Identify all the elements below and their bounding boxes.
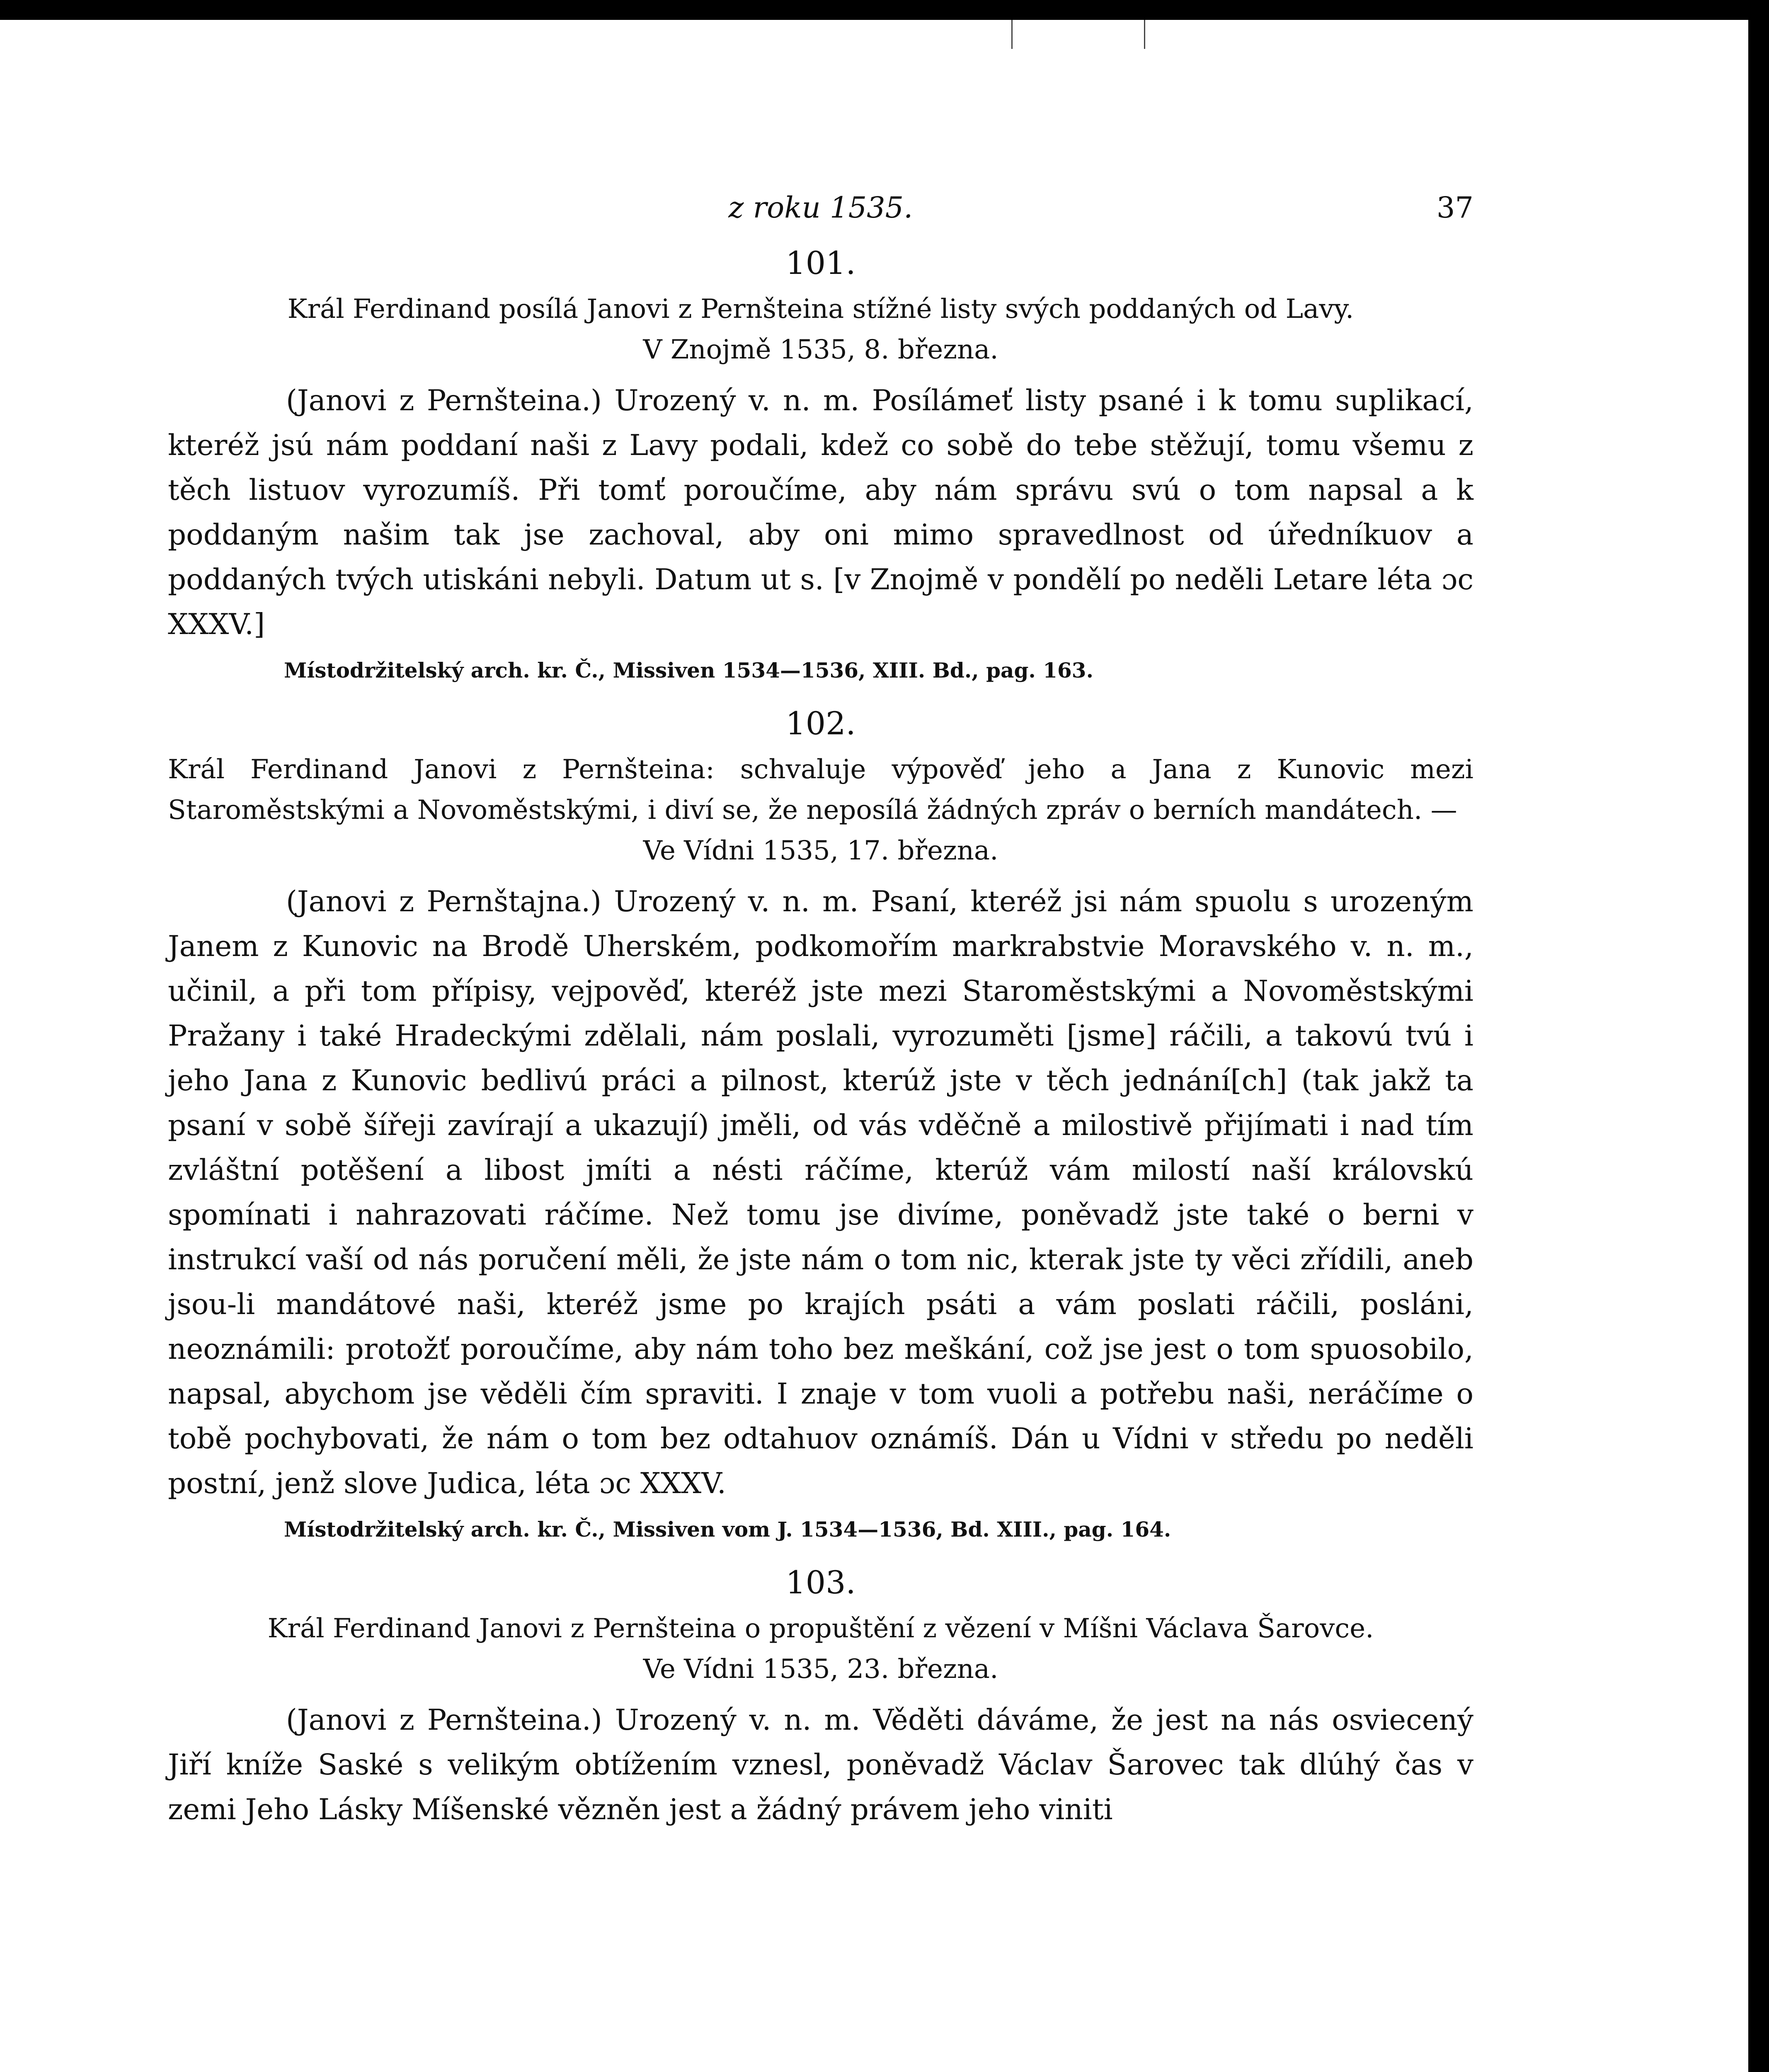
document-summary: Král Ferdinand Janovi z Pernšteina: schvaluje výpověď jeho a Jana z Kunovic mezi Staroměstskými a Novoměstskými, i diví se, že neposílá žádných zpráv o berních mandátech. — [168, 754, 1473, 825]
archival-source: Místodržitelský arch. kr. Č., Missiven vom J. 1534—1536, Bd. XIII., pag. 164. [284, 1517, 1171, 1542]
scan-border-top [0, 0, 1769, 20]
document-number: 103. [785, 1564, 856, 1601]
document-place-date: Ve Vídni 1535, 17. března. [643, 835, 998, 866]
scan-scratch [1011, 20, 1013, 49]
document-103 [168, 1564, 1473, 1832]
document-place-date: V Znojmě 1535, 8. března. [643, 334, 998, 365]
document-101 [168, 244, 1473, 688]
document-summary: Král Ferdinand posílá Janovi z Pernšteina stížné listy svých poddaných od Lavy. [287, 294, 1354, 324]
document-number: 102. [785, 705, 856, 742]
document-body: (Janovi z Pernštajna.) Urozený v. n. m. Psaní, kteréž jsi nám spuolu s urozeným Janem z Kunovic na Brodě Uherském, podkomořím markrabstvie Moravského v. n. m., učinil, a při tom přípisy, vejpověď, kteréž jste mezi Staroměstskými a Novoměstskými Pražany i také Hradeckými zdělali, nám poslali, vyrozuměti [jsme] ráčili, a takovú tvú i jeho Jana z Kunovic bedlivú práci a pilnost, kterúž jste v těch jednání[ch] (tak jakž ta psaní v sobě šířeji zavírají a ukazují) jměli, od vás vděčně a milostivě přijímati i nad tím zvláštní potěšení a libost jmíti a nésti ráčíme, kterúž vám milostí naší královskú spomínati i nahrazovati ráčíme. Než tomu jse divíme, poněvadž jste také o berni v instrukcí vaší od nás poručení měli, že jste nám o tom nic, kterak jste ty věci zřídili, aneb jsou-li mandátové naši, kteréž jsme po krajích psáti a vám poslati ráčili, posláni, neoznámili: protožť poroučíme, aby nám toho bez meškání, což jse jest o tom spuosobilo, napsal, abychom jse věděli čím spraviti. I znaje v tom vuoli a potřebu naši, neráčíme o tobě pochybovati, že nám o tom bez odtahuov oznámíš. Dán u Vídni v středu po neděli postní, jenž slove Judica, léta ɔc XXXV. [168, 885, 1473, 1500]
document-summary: Král Ferdinand Janovi z Pernšteina o propuštění z vězení v Míšni Václava Šarovce. [267, 1613, 1374, 1644]
document-number: 101. [785, 244, 856, 281]
archival-source: Místodržitelský arch. kr. Č., Missiven 1534—1536, XIII. Bd., pag. 163. [284, 658, 1094, 683]
document-body: (Janovi z Pernšteina.) Urozený v. n. m. Věděti dáváme, že jest na nás osviecený Jiří kníže Saské s velikým obtížením vznesl, poněvadž Václav Šarovec tak dlúhý čas v zemi Jeho Lásky Míšenské vězněn jest a žádný právem jeho viniti [168, 1704, 1473, 1826]
document-place-date: Ve Vídni 1535, 23. března. [643, 1654, 998, 1685]
page-header [168, 191, 1473, 236]
scan-border-right [1748, 0, 1769, 2072]
document-102 [168, 705, 1473, 1547]
running-title: z roku 1535. [728, 191, 913, 225]
document-body: (Janovi z Pernšteina.) Urozený v. n. m. Posílámeť listy psané i k tomu suplikací, kteréž jsú nám poddaní naši z Lavy podali, kdež co sobě do tebe stěžují, tomu všemu z těch listuov vyrozumíš. Při tomť poroučíme, aby nám správu svú o tom napsal a k poddaným našim tak jse zachoval, aby oni mimo spravedlnost od úředníkuov a poddaných tvých utiskáni nebyli. Datum ut s. [v Znojmě v pondělí po neděli Letare léta ɔc XXXV.] [168, 384, 1473, 641]
page-content [168, 191, 1473, 1832]
scan-scratch [1144, 20, 1145, 49]
page-number: 37 [1436, 191, 1473, 225]
